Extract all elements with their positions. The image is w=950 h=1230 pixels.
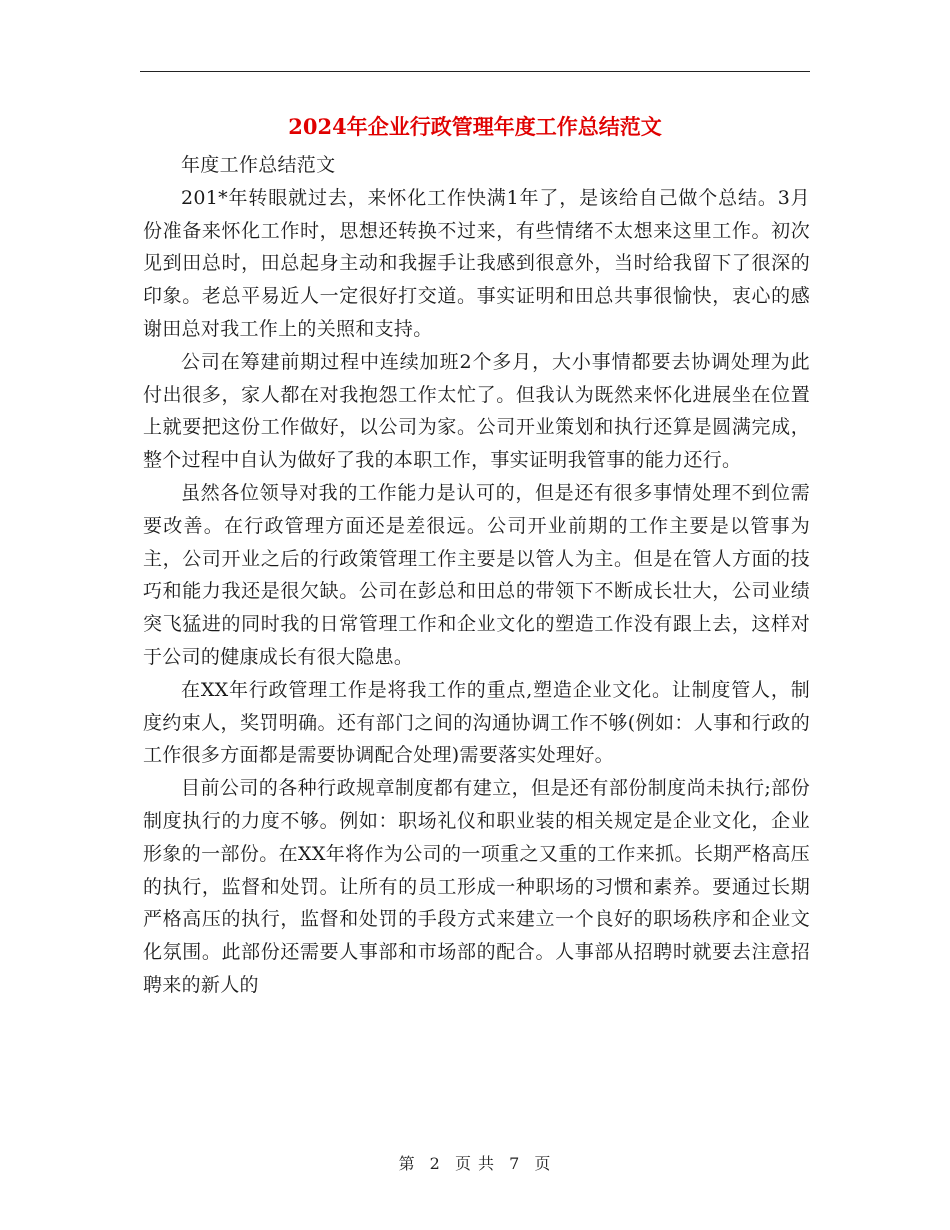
page-footer bbox=[0, 1152, 950, 1176]
paragraph: 目前公司的各种行政规章制度都有建立，但是还有部份制度尚未执行;部份制度执行的力度不够。例如：职场礼仪和职业装的相关规定是企业文化，企业形象的一部份。在XX年将作为公司的一项重之又重的工作来抓。长期严格高压的执行，监督和处罚。让所有的员工形成一种职场的习惯和素养。要通过长期严格高压的执行，监督和处罚的手段方式来建立一个良好的职场秩序和企业文化氛围。此部份还需要人事部和市场部的配合。人事部从招聘时就要去注意招聘来的新人的 bbox=[143, 777, 810, 996]
footer-suffix: 页 bbox=[534, 1154, 552, 1173]
footer-page-number: 2 bbox=[429, 1154, 441, 1173]
footer-total-pages: 7 bbox=[509, 1154, 521, 1173]
paragraph: 在XX年行政管理工作是将我工作的重点,塑造企业文化。让制度管人，制度约束人，奖罚明确。还有部门之间的沟通协调工作不够(例如：人事和行政的工作很多方面都是需要协调配合处理)需要落实处理好。 bbox=[143, 678, 810, 767]
paragraph: 年度工作总结范文 bbox=[181, 154, 336, 176]
paragraph: 虽然各位领导对我的工作能力是认可的，但是还有很多事情处理不到位需要改善。在行政管理方面还是差很远。公司开业前期的工作主要是以管事为主，公司开业之后的行政策管理工作主要是以管人为主。但是在管人方面的技巧和能力我还是很欠缺。公司在彭总和田总的带领下不断成长壮大，公司业绩突飞猛进的同时我的日常管理工作和企业文化的塑造工作没有跟上去，这样对于公司的健康成长有很大隐患。 bbox=[143, 481, 810, 668]
paragraph: 公司在筹建前期过程中连续加班2个多月，大小事情都要去协调处理为此付出很多，家人都在对我抱怨工作太忙了。但我认为既然来怀化进展坐在位置上就要把这份工作做好，以公司为家。公司开业策划和执行还算是圆满完成，整个过程中自认为做好了我的本职工作，事实证明我管事的能力还行。 bbox=[143, 350, 810, 472]
paragraph: 201*年转眼就过去，来怀化工作快满1年了，是该给自己做个总结。3月份准备来怀化工作时，思想还转换不过来，有些情绪不太想来这里工作。初次见到田总时，田总起身主动和我握手让我感到很意外，当时给我留下了很深的印象。老总平易近人一定很好打交道。事实证明和田总共事很愉快，衷心的感谢田总对我工作上的关照和支持。 bbox=[143, 186, 810, 340]
document-body bbox=[143, 149, 810, 1002]
header-rule bbox=[140, 71, 810, 72]
footer-middle: 页 共 bbox=[454, 1154, 496, 1173]
footer-prefix: 第 bbox=[398, 1154, 416, 1173]
document-title: 2024年企业行政管理年度工作总结范文 bbox=[288, 114, 662, 139]
